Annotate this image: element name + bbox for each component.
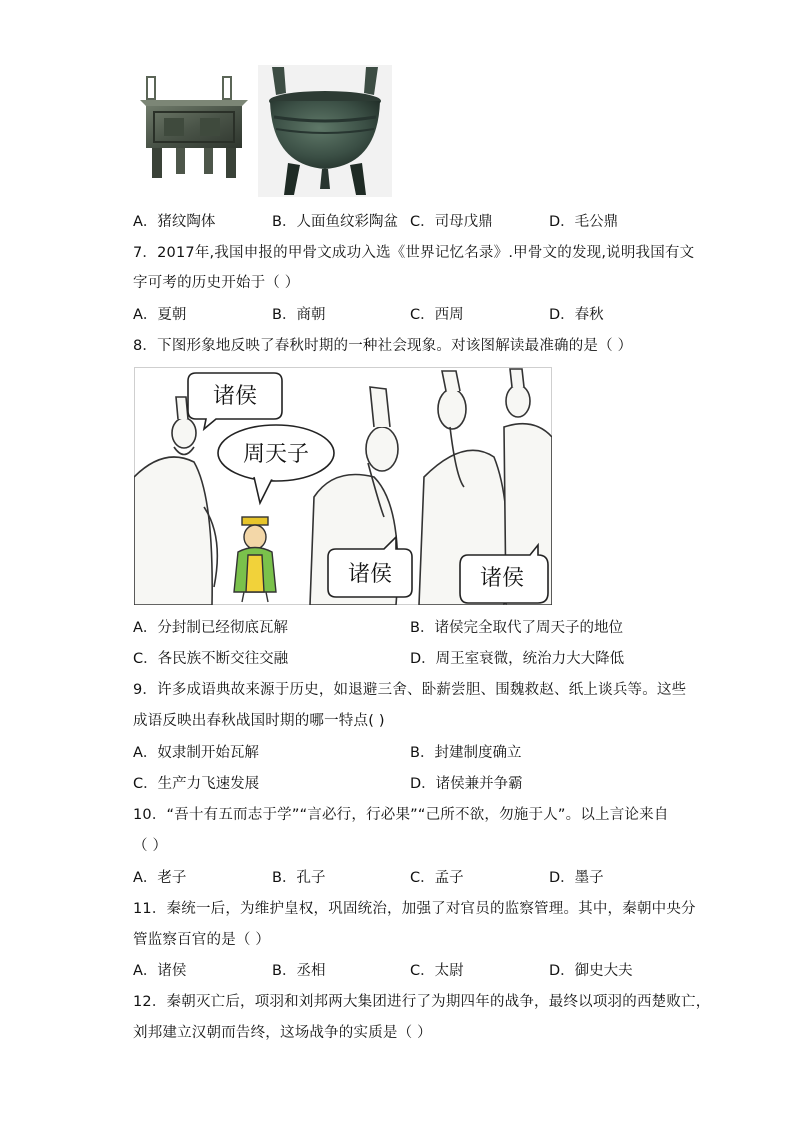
q8-option-d[interactable]: D．周王室衰微，统治力大大降低: [410, 651, 625, 667]
q11-stem-line-1: 11．秦统一后，为维护皇权，巩固统治，加强了对官员的监察管理。其中，秦朝中央分: [133, 901, 696, 917]
q11-option-d[interactable]: D．御史大夫: [549, 963, 633, 979]
spring-autumn-cartoon: [134, 367, 552, 605]
q10-stem-line-2: （ ）: [133, 838, 168, 854]
q7-option-a[interactable]: A．夏朝: [133, 307, 187, 323]
q6-option-b[interactable]: B．人面鱼纹彩陶盆: [272, 214, 398, 230]
q8-option-b[interactable]: B．诸侯完全取代了周天子的地位: [410, 620, 623, 636]
label-zhou-king: 周天子: [242, 442, 310, 467]
q10-option-b[interactable]: B．孔子: [272, 870, 326, 886]
q10-stem-line-1: 10．“吾十有五而志于学”“言必行，行必果”“己所不欲，勿施于人”。以上言论来自: [133, 807, 669, 823]
q8-option-c[interactable]: C．各民族不断交往交融: [133, 651, 289, 667]
q7-stem-line-1: 7．2017年,我国申报的甲骨文成功入选《世界记忆名录》.甲骨文的发现,说明我国有文: [133, 245, 695, 261]
q7-stem-line-2: 字可考的历史开始于（ ）: [133, 275, 300, 291]
square-ding-image: [138, 72, 250, 184]
q9-option-a[interactable]: A．奴隶制开始瓦解: [133, 745, 259, 761]
label-lord-top: 诸侯: [212, 384, 258, 409]
q11-option-c[interactable]: C．太尉: [410, 963, 464, 979]
q9-stem-line-1: 9．许多成语典故来源于历史，如退避三舍、卧薪尝胆、围魏救赵、纸上谈兵等。这些: [133, 682, 687, 698]
q10-option-d[interactable]: D．墨子: [549, 870, 604, 886]
q8-stem: 8．下图形象地反映了春秋时期的一种社会现象。对该图解读最准确的是（ ）: [133, 338, 633, 354]
label-lord-middle: 诸侯: [347, 562, 393, 587]
q9-option-b[interactable]: B．封建制度确立: [410, 745, 522, 761]
q8-option-a[interactable]: A．分封制已经彻底瓦解: [133, 620, 288, 636]
q12-stem-line-1: 12．秦朝灭亡后，项羽和刘邦两大集团进行了为期四年的战争，最终以项羽的西楚败亡，: [133, 994, 711, 1010]
q11-option-a[interactable]: A．诸侯: [133, 963, 187, 979]
q7-option-c[interactable]: C．西周: [410, 307, 464, 323]
q11-option-b[interactable]: B．丞相: [272, 963, 326, 979]
q6-option-a[interactable]: A．猪纹陶体: [133, 214, 216, 230]
q9-option-d[interactable]: D．诸侯兼并争霸: [410, 776, 523, 792]
q9-stem-line-2: 成语反映出春秋战国时期的哪一特点( ): [133, 713, 385, 729]
q10-option-a[interactable]: A．老子: [133, 870, 187, 886]
q12-stem-line-2: 刘邦建立汉朝而告终，这场战争的实质是（ ）: [133, 1025, 432, 1041]
q6-option-c[interactable]: C．司母戊鼎: [410, 214, 493, 230]
q6-option-d[interactable]: D．毛公鼎: [549, 214, 619, 230]
q10-option-c[interactable]: C．孟子: [410, 870, 464, 886]
round-ding-image: [258, 65, 392, 197]
q11-stem-line-2: 管监察百官的是（ ）: [133, 932, 271, 948]
q7-option-b[interactable]: B．商朝: [272, 307, 326, 323]
q7-option-d[interactable]: D．春秋: [549, 307, 604, 323]
label-lord-right: 诸侯: [479, 566, 525, 591]
q9-option-c[interactable]: C．生产力飞速发展: [133, 776, 260, 792]
